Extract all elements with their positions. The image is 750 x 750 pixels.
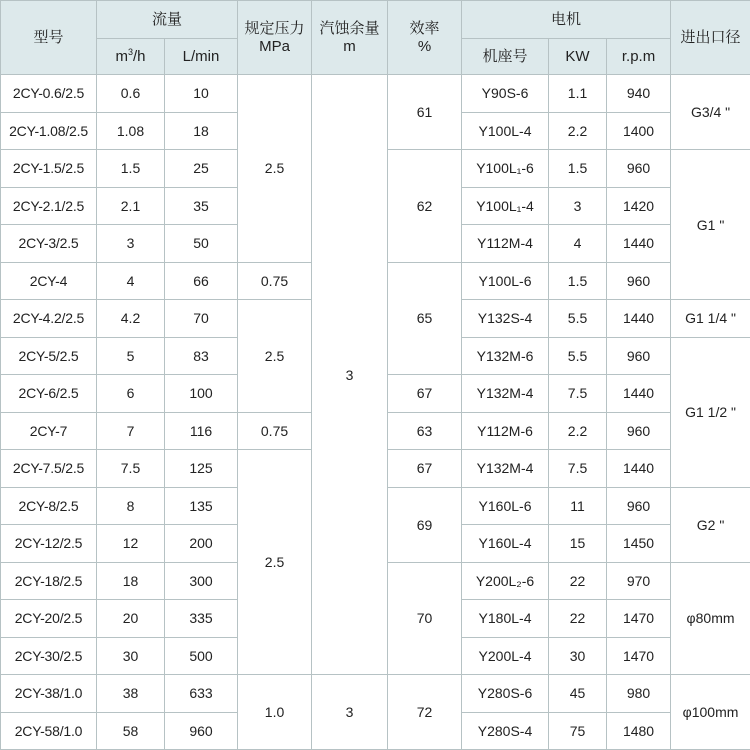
- cell-motor-speed: 1440: [607, 225, 671, 263]
- cell-flow-lmin: 125: [165, 450, 238, 488]
- cell-flow-m3h: 8: [97, 487, 165, 525]
- cell-motor-frame: Y180L-4: [462, 600, 549, 638]
- cell-flow-m3h: 58: [97, 712, 165, 750]
- cell-motor-speed: 1470: [607, 637, 671, 675]
- header-motor-speed: r.p.m: [607, 39, 671, 75]
- cell-motor-speed: 980: [607, 675, 671, 713]
- cell-motor-power: 7.5: [549, 375, 607, 413]
- cell-flow-m3h: 3: [97, 225, 165, 263]
- header-model: 型号: [1, 1, 97, 75]
- cell-motor-speed: 960: [607, 337, 671, 375]
- cell-flow-m3h: 1.08: [97, 112, 165, 150]
- cell-model: 2CY-8/2.5: [1, 487, 97, 525]
- cell-motor-power: 2.2: [549, 112, 607, 150]
- cell-motor-speed: 960: [607, 487, 671, 525]
- cell-model: 2CY-58/1.0: [1, 712, 97, 750]
- cell-motor-power: 1.1: [549, 75, 607, 113]
- cell-flow-lmin: 200: [165, 525, 238, 563]
- cell-motor-frame: Y90S-6: [462, 75, 549, 113]
- cell-flow-m3h: 18: [97, 562, 165, 600]
- cell-flow-m3h: 2.1: [97, 187, 165, 225]
- header-motor-frame: 机座号: [462, 39, 549, 75]
- cell-pressure: 0.75: [238, 262, 312, 300]
- cell-motor-speed: 1440: [607, 450, 671, 488]
- cell-flow-m3h: 4.2: [97, 300, 165, 338]
- cell-flow-m3h: 12: [97, 525, 165, 563]
- cell-flow-lmin: 100: [165, 375, 238, 413]
- cell-motor-frame: Y100L₁-4: [462, 187, 549, 225]
- cell-motor-speed: 1480: [607, 712, 671, 750]
- header-efficiency-label: 效率: [409, 19, 440, 37]
- cell-flow-lmin: 25: [165, 150, 238, 188]
- cell-motor-frame: Y160L-6: [462, 487, 549, 525]
- cell-flow-lmin: 18: [165, 112, 238, 150]
- cell-port: φ80mm: [671, 562, 750, 675]
- table-row: [1, 75, 750, 113]
- cell-motor-speed: 1420: [607, 187, 671, 225]
- unit-superscript: 3: [127, 46, 133, 57]
- cell-flow-m3h: 1.5: [97, 150, 165, 188]
- cell-flow-lmin: 50: [165, 225, 238, 263]
- cell-flow-m3h: 7.5: [97, 450, 165, 488]
- cell-motor-frame: Y132M-4: [462, 450, 549, 488]
- cell-motor-power: 45: [549, 675, 607, 713]
- cell-flow-lmin: 116: [165, 412, 238, 450]
- cell-flow-m3h: 38: [97, 675, 165, 713]
- header-efficiency-unit: %: [417, 37, 432, 55]
- cell-efficiency: 70: [388, 562, 462, 675]
- cell-motor-speed: 970: [607, 562, 671, 600]
- cell-flow-lmin: 70: [165, 300, 238, 338]
- cell-model: 2CY-3/2.5: [1, 225, 97, 263]
- unit-m: m: [115, 47, 128, 65]
- cell-efficiency: 67: [388, 375, 462, 413]
- cell-motor-power: 5.5: [549, 300, 607, 338]
- cell-motor-frame: Y280S-4: [462, 712, 549, 750]
- cell-model: 2CY-20/2.5: [1, 600, 97, 638]
- cell-port: G3/4 ": [671, 75, 750, 150]
- header-npsh-label: 汽蚀余量: [319, 19, 380, 37]
- cell-motor-frame: Y132S-4: [462, 300, 549, 338]
- cell-motor-frame: Y112M-4: [462, 225, 549, 263]
- cell-pressure: 0.75: [238, 412, 312, 450]
- cell-efficiency: 65: [388, 262, 462, 375]
- cell-motor-frame: Y132M-4: [462, 375, 549, 413]
- cell-motor-speed: 960: [607, 262, 671, 300]
- cell-motor-speed: 960: [607, 412, 671, 450]
- cell-motor-power: 7.5: [549, 450, 607, 488]
- cell-flow-lmin: 35: [165, 187, 238, 225]
- cell-pressure: 2.5: [238, 75, 312, 263]
- cell-motor-speed: 1470: [607, 600, 671, 638]
- cell-motor-frame: Y160L-4: [462, 525, 549, 563]
- header-pressure-label: 规定压力: [244, 19, 305, 37]
- cell-model: 2CY-6/2.5: [1, 375, 97, 413]
- cell-efficiency: 72: [388, 675, 462, 750]
- header-port: 进出口径: [671, 1, 750, 75]
- cell-flow-m3h: 20: [97, 600, 165, 638]
- cell-motor-power: 22: [549, 562, 607, 600]
- cell-motor-power: 1.5: [549, 262, 607, 300]
- cell-model: 2CY-38/1.0: [1, 675, 97, 713]
- header-npsh-unit: m: [343, 37, 356, 55]
- cell-flow-lmin: 335: [165, 600, 238, 638]
- cell-model: 2CY-18/2.5: [1, 562, 97, 600]
- cell-flow-lmin: 500: [165, 637, 238, 675]
- cell-model: 2CY-1.5/2.5: [1, 150, 97, 188]
- cell-motor-power: 30: [549, 637, 607, 675]
- cell-flow-m3h: 30: [97, 637, 165, 675]
- cell-model: 2CY-12/2.5: [1, 525, 97, 563]
- cell-motor-frame: Y112M-6: [462, 412, 549, 450]
- cell-efficiency: 67: [388, 450, 462, 488]
- cell-motor-speed: 1450: [607, 525, 671, 563]
- cell-npsh: 3: [312, 675, 388, 750]
- header-npsh: [312, 1, 388, 75]
- cell-flow-m3h: 4: [97, 262, 165, 300]
- cell-model: 2CY-4: [1, 262, 97, 300]
- cell-pressure: 2.5: [238, 450, 312, 675]
- cell-port: G1 1/2 ": [671, 337, 750, 487]
- cell-motor-frame: Y200L-4: [462, 637, 549, 675]
- cell-model: 2CY-7: [1, 412, 97, 450]
- cell-motor-speed: 1440: [607, 300, 671, 338]
- cell-motor-power: 22: [549, 600, 607, 638]
- cell-motor-frame: Y100L-4: [462, 112, 549, 150]
- cell-port: G2 ": [671, 487, 750, 562]
- cell-motor-power: 75: [549, 712, 607, 750]
- unit-per-hour: /h: [133, 47, 146, 65]
- table-row: [1, 675, 750, 713]
- cell-motor-power: 2.2: [549, 412, 607, 450]
- header-efficiency: [388, 1, 462, 75]
- cell-motor-frame: Y200L₂-6: [462, 562, 549, 600]
- cell-flow-m3h: 0.6: [97, 75, 165, 113]
- cell-flow-m3h: 6: [97, 375, 165, 413]
- cell-motor-frame: Y100L₁-6: [462, 150, 549, 188]
- cell-motor-power: 15: [549, 525, 607, 563]
- cell-model: 2CY-2.1/2.5: [1, 187, 97, 225]
- cell-motor-power: 1.5: [549, 150, 607, 188]
- cell-efficiency: 63: [388, 412, 462, 450]
- cell-flow-m3h: 5: [97, 337, 165, 375]
- cell-model: 2CY-30/2.5: [1, 637, 97, 675]
- cell-motor-speed: 960: [607, 150, 671, 188]
- cell-flow-lmin: 83: [165, 337, 238, 375]
- cell-motor-speed: 940: [607, 75, 671, 113]
- cell-port: G1 ": [671, 150, 750, 300]
- cell-motor-speed: 1400: [607, 112, 671, 150]
- cell-pressure: 1.0: [238, 675, 312, 750]
- cell-npsh: 3: [312, 75, 388, 675]
- cell-flow-m3h: 7: [97, 412, 165, 450]
- cell-flow-lmin: 10: [165, 75, 238, 113]
- cell-flow-lmin: 135: [165, 487, 238, 525]
- header-flow-m3h: [97, 39, 165, 75]
- cell-model: 2CY-1.08/2.5: [1, 112, 97, 150]
- cell-flow-lmin: 66: [165, 262, 238, 300]
- cell-efficiency: 61: [388, 75, 462, 150]
- cell-flow-lmin: 960: [165, 712, 238, 750]
- header-motor-power: KW: [549, 39, 607, 75]
- cell-motor-frame: Y100L-6: [462, 262, 549, 300]
- cell-efficiency: 69: [388, 487, 462, 562]
- cell-efficiency: 62: [388, 150, 462, 263]
- cell-motor-speed: 1440: [607, 375, 671, 413]
- cell-motor-power: 3: [549, 187, 607, 225]
- header-pressure: [238, 1, 312, 75]
- cell-port: G1 1/4 ": [671, 300, 750, 338]
- cell-pressure: 2.5: [238, 300, 312, 413]
- cell-port: φ100mm: [671, 675, 750, 750]
- cell-flow-lmin: 633: [165, 675, 238, 713]
- cell-flow-lmin: 300: [165, 562, 238, 600]
- cell-motor-power: 11: [549, 487, 607, 525]
- cell-model: 2CY-0.6/2.5: [1, 75, 97, 113]
- cell-motor-power: 4: [549, 225, 607, 263]
- header-flow-lmin: L/min: [165, 39, 238, 75]
- header-motor: 电机: [462, 1, 671, 39]
- header-pressure-unit: MPa: [259, 37, 290, 55]
- cell-model: 2CY-7.5/2.5: [1, 450, 97, 488]
- cell-motor-frame: Y280S-6: [462, 675, 549, 713]
- cell-motor-frame: Y132M-6: [462, 337, 549, 375]
- header-flow: 流量: [97, 1, 238, 39]
- cell-model: 2CY-4.2/2.5: [1, 300, 97, 338]
- cell-motor-power: 5.5: [549, 337, 607, 375]
- cell-model: 2CY-5/2.5: [1, 337, 97, 375]
